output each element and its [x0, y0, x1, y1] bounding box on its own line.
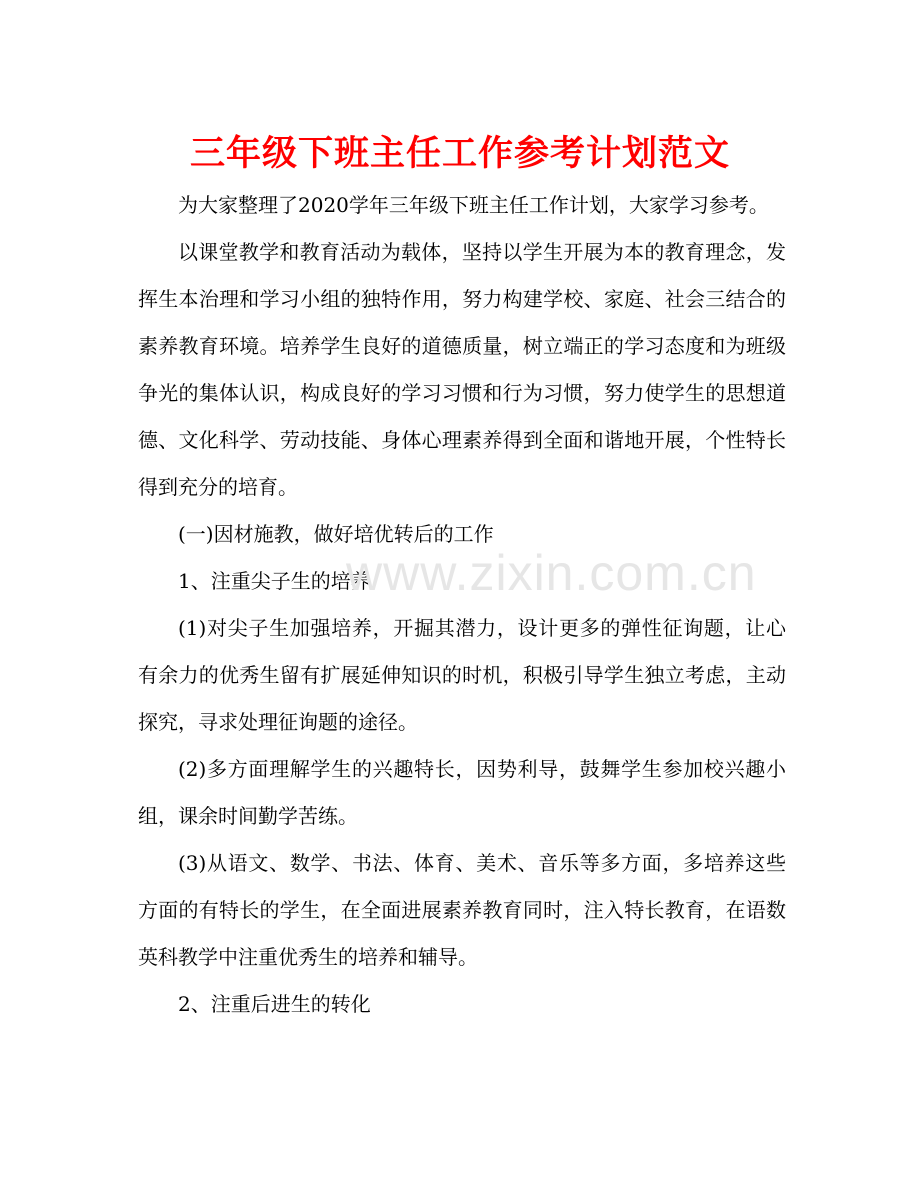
philosophy-paragraph: 以课堂教学和教育活动为载体，坚持以学生开展为本的教育理念，发挥生本治理和学习小组的独特作用，努力构建学校、家庭、社会三结合的素养教育环境。培养学生良好的道德质量，树立端正的学习态度和为班级争光的集体认识，构成良好的学习习惯和行为习惯，努力使学生的思想道德、文化科学、劳动技能、身体心理素养得到全面和谐地开展，个性特长得到充分的培育。 [138, 240, 786, 499]
watermark-text: www.zixin.com.cn [346, 545, 757, 601]
subsection-heading-1: 1、注重尖子生的培养 [178, 569, 371, 593]
document-title: 三年级下班主任工作参考计划范文 [189, 134, 730, 174]
intro-paragraph: 为大家整理了2020学年三年级下班主任工作计划，大家学习参考。 [178, 193, 769, 217]
section-heading-1: (一)因材施教，做好培优转后的工作 [178, 522, 494, 546]
item-paragraph-2: (2)多方面理解学生的兴趣特长，因势利导，鼓舞学生参加校兴趣小组，课余时间勤学苦练。 [138, 757, 786, 828]
subsection-heading-2: 2、注重后进生的转化 [178, 992, 371, 1016]
item-paragraph-3: (3)从语文、数学、书法、体育、美术、音乐等多方面，多培养这些方面的有特长的学生，在全面进展素养教育同时，注入特长教育，在语数英科教学中注重优秀生的培养和辅导。 [138, 851, 786, 969]
document-body [138, 182, 786, 1028]
item-paragraph-1: (1)对尖子生加强培养，开掘其潜力，设计更多的弹性征询题，让心有余力的优秀生留有扩展延伸知识的时机，积极引导学生独立考虑，主动探究，寻求处理征询题的途径。 [138, 616, 786, 734]
